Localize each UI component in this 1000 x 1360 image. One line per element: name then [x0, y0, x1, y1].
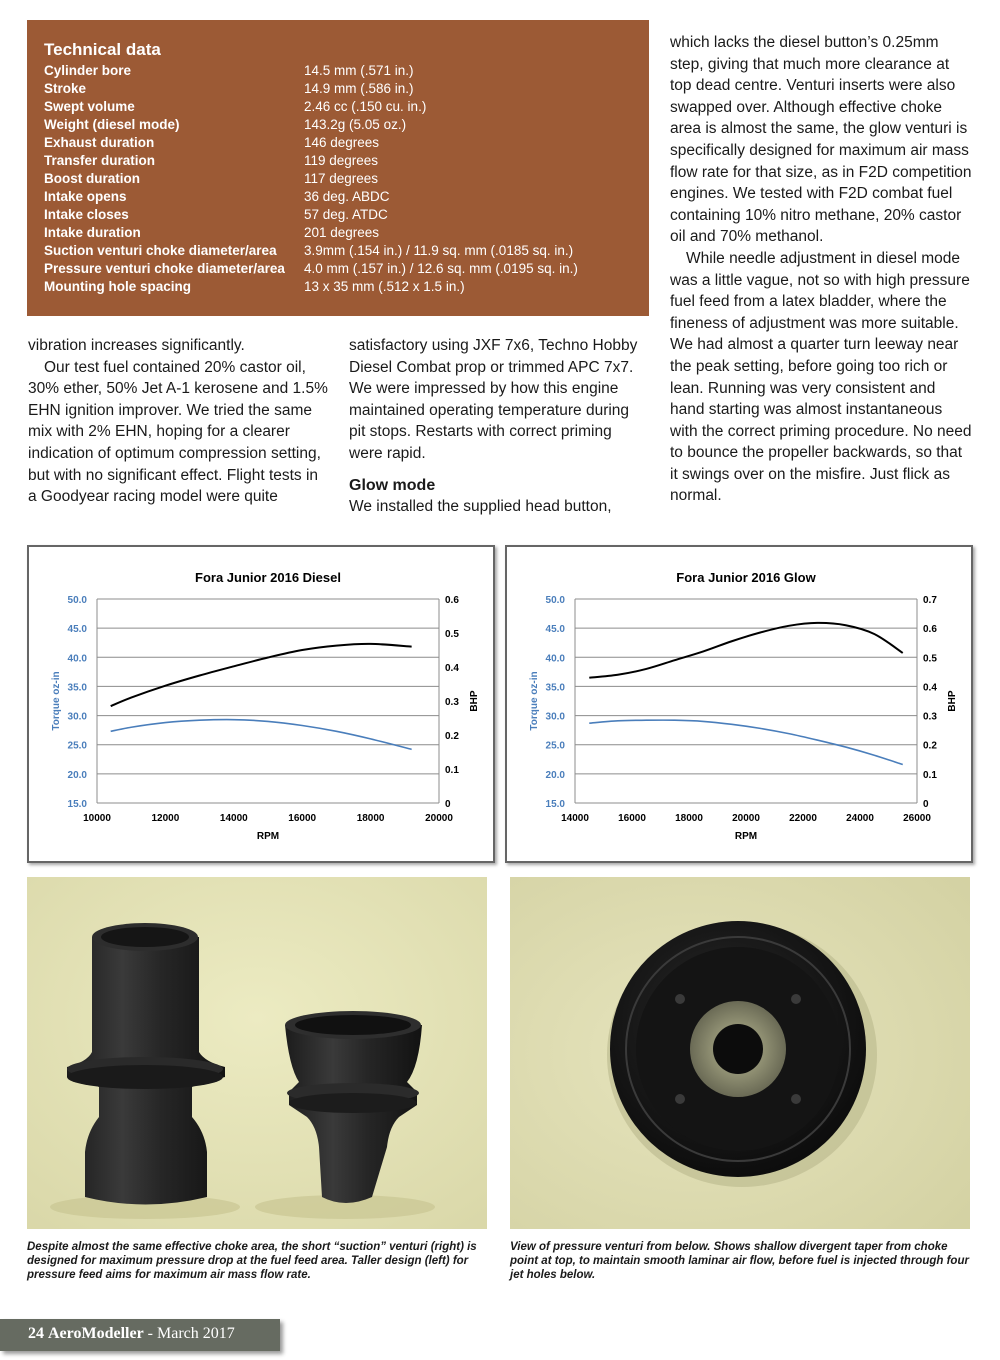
- y-axis-label: Torque oz-in: [51, 671, 62, 731]
- y-tick-label: 25.0: [67, 740, 87, 752]
- y2-tick-label: 0.5: [923, 653, 937, 665]
- y-tick-label: 40.0: [545, 653, 565, 665]
- bhp-series-line: [589, 623, 903, 678]
- tech-value: 201 degrees: [304, 225, 380, 240]
- bhp-series-line: [111, 644, 412, 706]
- page-number: 24: [28, 1325, 44, 1342]
- x-tick-label: 16000: [288, 813, 317, 824]
- tech-label: Boost duration: [44, 171, 140, 186]
- y2-tick-label: 0.6: [445, 595, 459, 606]
- body-paragraph: satisfactory using JXF 7x6, Techno Hobby Diesel Combat prop or trimmed APC 7x7. We were impressed by how this engine maintained operating temperature during pit stops. Restarts with correct priming were rapid.: [349, 337, 638, 462]
- publication-name: AeroModeller: [48, 1325, 144, 1342]
- y-tick-label: 15.0: [67, 799, 87, 810]
- body-paragraph: which lacks the diesel button’s 0.25mm step, giving that much more clearance at top dead centre. Venturi inserts were also swapped over. Although effective choke area is almost the same, the glow venturi is specifically designed for maximum air mass flow rate for that size, as in F2D competition engines. We tested with F2D combat fuel containing 10% nitro methane, 20% castor oil and 70% methanol.: [670, 34, 972, 246]
- tech-label: Stroke: [44, 81, 87, 96]
- y2-tick-label: 0.3: [445, 697, 459, 708]
- diesel-power-chart: [29, 547, 493, 861]
- x-tick-label: 14000: [561, 813, 589, 824]
- x-axis-label: RPM: [256, 831, 280, 842]
- body-paragraph: While needle adjustment in diesel mode was a little vague, not so with high pressure fuel feed from a latex bladder, where the fineness of adjustment was more suitable. We had almost a quarter turn leeway near the peak setting, before going too rich or lean. Running was very consistent and hand starting was almost instantaneous with the correct priming procedure. No need to bounce the propeller backwards, so that it swings over on the misfire. Just flick as normal.: [670, 249, 972, 505]
- x-tick-label: 18000: [356, 813, 385, 824]
- y2-tick-label: 0.2: [445, 731, 459, 742]
- body-paragraph: Our test fuel contained 20% castor oil, 30% ether, 50% Jet A-1 kerosene and 1.5% EHN ignition improver. We tried the same mix with 2% EHN, hoping for a clearer indication of optimum compression setting, but with no significant effect. Flight tests in a Goodyear racing model were quite: [28, 358, 328, 506]
- tech-label: Intake opens: [44, 189, 127, 204]
- glow-chart-frame: [505, 545, 973, 863]
- x-tick-label: 24000: [846, 813, 874, 824]
- tech-label: Intake closes: [44, 207, 129, 222]
- chart-title: Fora Junior 2016 Glow: [676, 570, 816, 585]
- tech-value: 117 degrees: [304, 171, 379, 186]
- tech-value: 14.9 mm (.586 in.): [304, 81, 414, 96]
- tech-value: 143.2g (5.05 oz.): [304, 117, 407, 132]
- glow-power-chart: [507, 547, 971, 861]
- caption-right: View of pressure venturi from below. Shows shallow divergent taper from choke point at top, to maintain smooth laminar air flow, before fuel is injected through four jet holes below.: [510, 1241, 969, 1282]
- tech-label: Intake duration: [44, 225, 141, 240]
- y2-tick-label: 0.1: [923, 769, 937, 781]
- y-axis-label: Torque oz-in: [529, 671, 540, 731]
- section-heading: Glow mode: [349, 476, 436, 494]
- tech-value: 4.0 mm (.157 in.) / 12.6 sq. mm (.0195 sq. in.): [304, 261, 578, 276]
- y2-tick-label: 0.6: [923, 624, 937, 636]
- column-1: [28, 335, 328, 508]
- chart-title: Fora Junior 2016 Diesel: [195, 570, 341, 585]
- footer-separator: -: [143, 1325, 157, 1342]
- venturi-below-photo: [510, 877, 970, 1229]
- y2-tick-label: 0.3: [923, 711, 937, 723]
- body-paragraph: vibration increases significantly.: [28, 337, 245, 354]
- y-tick-label: 50.0: [545, 595, 565, 606]
- x-tick-label: 16000: [618, 813, 646, 824]
- tech-label: Swept volume: [44, 99, 135, 114]
- y2-tick-label: 0.4: [923, 682, 937, 694]
- x-tick-label: 26000: [903, 813, 931, 824]
- tech-value: 2.46 cc (.150 cu. in.): [304, 99, 427, 114]
- y-tick-label: 30.0: [67, 711, 87, 723]
- tech-label: Transfer duration: [44, 153, 156, 168]
- body-paragraph: We installed the supplied head button,: [349, 498, 612, 516]
- tech-value: 14.5 mm (.571 in.): [304, 63, 414, 78]
- torque-series-line: [589, 720, 903, 764]
- issue-date: March 2017: [157, 1325, 235, 1342]
- venturi-inserts-photo: [27, 877, 487, 1229]
- tech-value: 57 deg. ATDC: [304, 207, 388, 222]
- y2-tick-label: 0.2: [923, 740, 937, 752]
- x-tick-label: 12000: [151, 813, 180, 824]
- x-axis-label: RPM: [734, 831, 758, 842]
- x-tick-label: 20000: [732, 813, 760, 824]
- tech-label: Suction venturi choke diameter/area: [44, 243, 277, 258]
- x-tick-label: 18000: [675, 813, 703, 824]
- y-tick-label: 25.0: [545, 740, 565, 752]
- y2-tick-label: 0.5: [445, 629, 459, 640]
- y-tick-label: 50.0: [67, 595, 87, 606]
- caption-left: Despite almost the same effective choke area, the short “suction” venturi (right) is designed for maximum pressure drop at the fuel feed area. Taller design (left) for pressure feed aims for maximum air mass flow rate.: [27, 1241, 477, 1282]
- y-tick-label: 15.0: [545, 799, 565, 810]
- y2-axis-label: BHP: [947, 690, 958, 712]
- x-tick-label: 20000: [425, 813, 453, 824]
- page-footer: [0, 1319, 280, 1351]
- y-tick-label: 35.0: [67, 682, 87, 694]
- y2-axis-label: BHP: [469, 690, 480, 712]
- y2-tick-label: 0: [445, 799, 451, 810]
- y2-tick-label: 0.1: [445, 765, 459, 776]
- tech-label: Mounting hole spacing: [44, 279, 191, 294]
- x-tick-label: 14000: [219, 813, 248, 824]
- tech-value: 3.9mm (.154 in.) / 11.9 sq. mm (.0185 sq. in.): [304, 243, 574, 258]
- column-2: [349, 335, 649, 518]
- tech-label: Weight (diesel mode): [44, 117, 180, 132]
- tech-value: 13 x 35 mm (.512 x 1.5 in.): [304, 279, 465, 294]
- tech-label: Cylinder bore: [44, 63, 132, 78]
- tech-value: 36 deg. ABDC: [304, 189, 390, 204]
- tech-label: Exhaust duration: [44, 135, 155, 150]
- tech-value: 119 degrees: [304, 153, 379, 168]
- y-tick-label: 20.0: [545, 769, 565, 781]
- x-tick-label: 22000: [789, 813, 817, 824]
- tech-label: Pressure venturi choke diameter/area: [44, 261, 285, 276]
- y-tick-label: 45.0: [67, 624, 87, 636]
- x-tick-label: 10000: [83, 813, 111, 824]
- y2-tick-label: 0.7: [923, 595, 937, 606]
- y-tick-label: 35.0: [545, 682, 565, 694]
- y2-tick-label: 0: [923, 799, 929, 810]
- technical-data-title: Technical data: [44, 40, 161, 59]
- y-tick-label: 30.0: [545, 711, 565, 723]
- y-tick-label: 40.0: [67, 653, 87, 665]
- y2-tick-label: 0.4: [445, 663, 459, 674]
- tech-value: 146 degrees: [304, 135, 380, 150]
- y-tick-label: 45.0: [545, 624, 565, 636]
- column-3: [670, 32, 974, 507]
- technical-data-box: [27, 20, 649, 316]
- y-tick-label: 20.0: [67, 769, 87, 781]
- diesel-chart-frame: [27, 545, 495, 863]
